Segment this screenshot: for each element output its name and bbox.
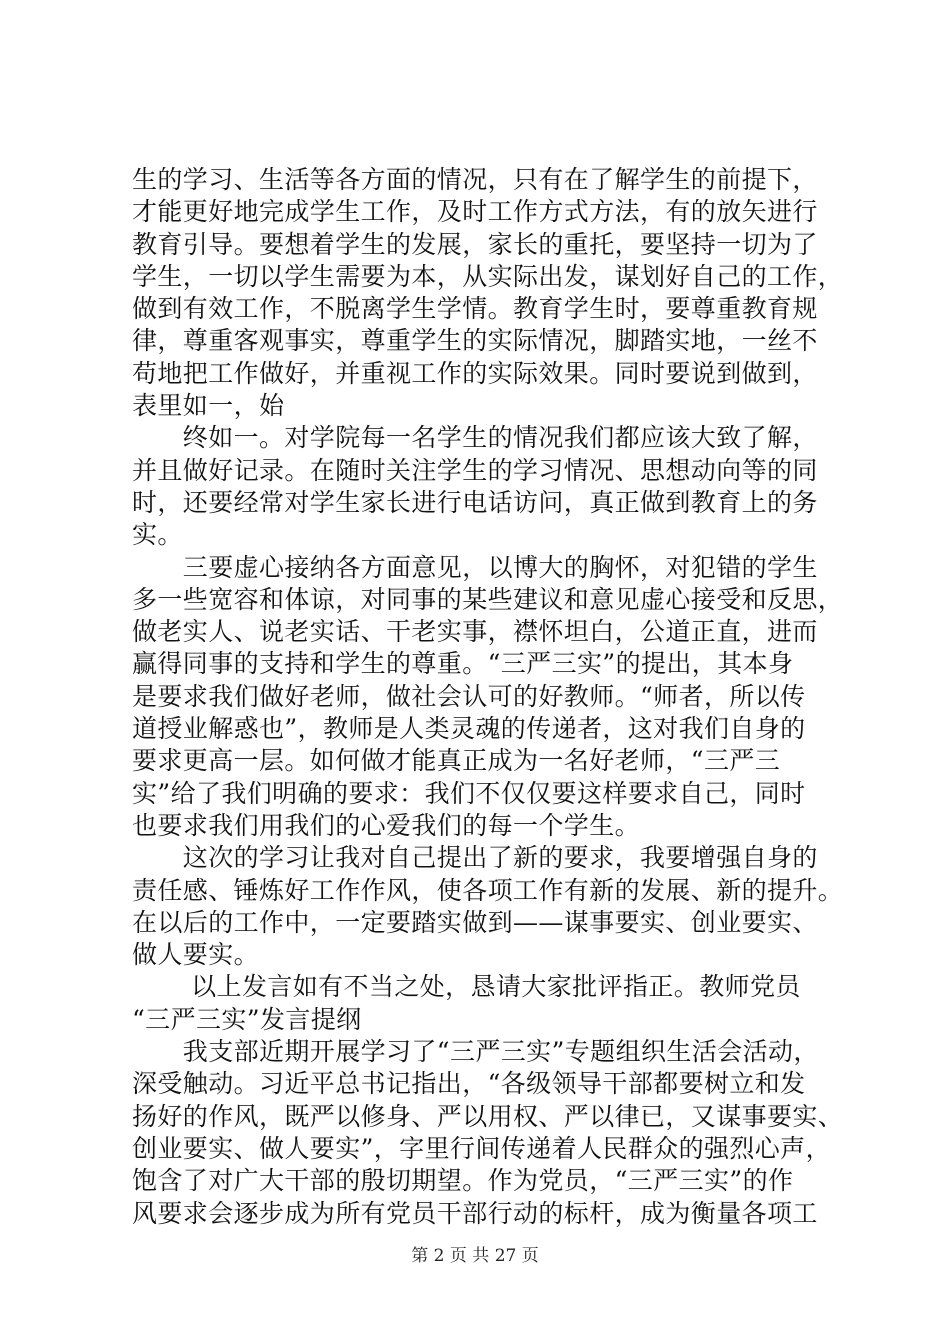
text-line: 才能更好地完成学生工作，及时工作方式方法，有的放矢进行 xyxy=(132,197,818,227)
text-line: 表里如一，始 xyxy=(132,391,285,421)
text-line: 生的学习、生活等各方面的情况，只有在了解学生的前提下， xyxy=(132,165,818,194)
text-line: 创业要实、做人要实”，字里行间传递着人民群众的强烈心声， xyxy=(132,1133,831,1163)
text-line: 我支部近期开展学习了“三严三实”专题组织生活会活动， xyxy=(132,1037,819,1067)
page-number-footer: 第 2 页 共 27 页 xyxy=(411,1246,539,1266)
text-line: 时，还要经常对学生家长进行电话访问，真正做到教育上的务 xyxy=(132,487,818,517)
text-line: 责任感、锤炼好工作作风，使各项工作有新的发展、新的提升。 xyxy=(132,875,844,905)
text-line: “三严三实”发言提纲 xyxy=(132,1004,362,1034)
text-line: 道授业解惑也”，教师是人类灵魂的传递者，这对我们自身的 xyxy=(132,714,806,744)
text-line: 在以后的工作中，一定要踏实做到——谋事要实、创业要实、 xyxy=(132,907,818,937)
text-line: 实”给了我们明确的要求：我们不仅仅要这样要求自己，同时 xyxy=(132,778,806,808)
text-line: 以上发言如有不当之处，恳请大家批评指正。教师党员 xyxy=(132,972,801,1002)
text-line: 三要虚心接纳各方面意见，以博大的胸怀，对犯错的学生 xyxy=(132,552,818,582)
text-line: 苟地把工作做好，并重视工作的实际效果。同时要说到做到， xyxy=(132,358,818,388)
text-line: 饱含了对广大干部的殷切期望。作为党员，“三严三实”的作 xyxy=(132,1166,794,1196)
text-line: 风要求会逐步成为所有党员干部行动的标杆，成为衡量各项工 xyxy=(132,1198,818,1228)
text-line: 做到有效工作，不脱离学生学情。教育学生时，要尊重教育规 xyxy=(132,294,818,324)
text-line: 是要求我们做好老师，做社会认可的好教师。“师者，所以传 xyxy=(132,681,806,711)
text-line: 终如一。对学院每一名学生的情况我们都应该大致了解， xyxy=(132,423,818,453)
text-line: 深受触动。习近平总书记指出，“各级领导干部都要树立和发 xyxy=(132,1069,806,1099)
text-line: 律，尊重客观事实，尊重学生的实际情况，脚踏实地，一丝不 xyxy=(132,326,818,356)
text-line: 扬好的作风，既严以修身、严以用权、严以律已，又谋事要实、 xyxy=(132,1101,844,1131)
text-line: 要求更高一层。如何做才能真正成为一名好老师，“三严三 xyxy=(132,746,781,776)
text-line: 这次的学习让我对自己提出了新的要求，我要增强自身的 xyxy=(132,843,818,873)
text-line: 赢得同事的支持和学生的尊重。“三严三实”的提出，其本身 xyxy=(132,649,794,679)
text-line: 教育引导。要想着学生的发展，家长的重托，要坚持一切为了 xyxy=(132,229,818,259)
text-line: 做老实人、说老实话、干老实事，襟怀坦白，公道正直，进而 xyxy=(132,617,818,647)
text-line: 做人要实。 xyxy=(132,940,260,970)
text-line: 实。 xyxy=(132,520,183,550)
text-line: 多一些宽容和体谅，对同事的某些建议和意见虚心接受和反思， xyxy=(132,584,844,614)
text-line: 也要求我们用我们的心爱我们的每一个学生。 xyxy=(132,810,641,840)
text-line: 学生，一切以学生需要为本，从实际出发，谋划好自己的工作， xyxy=(132,261,844,291)
document-body xyxy=(132,164,844,1230)
text-line: 并且做好记录。在随时关注学生的学习情况、思想动向等的同 xyxy=(132,455,818,485)
